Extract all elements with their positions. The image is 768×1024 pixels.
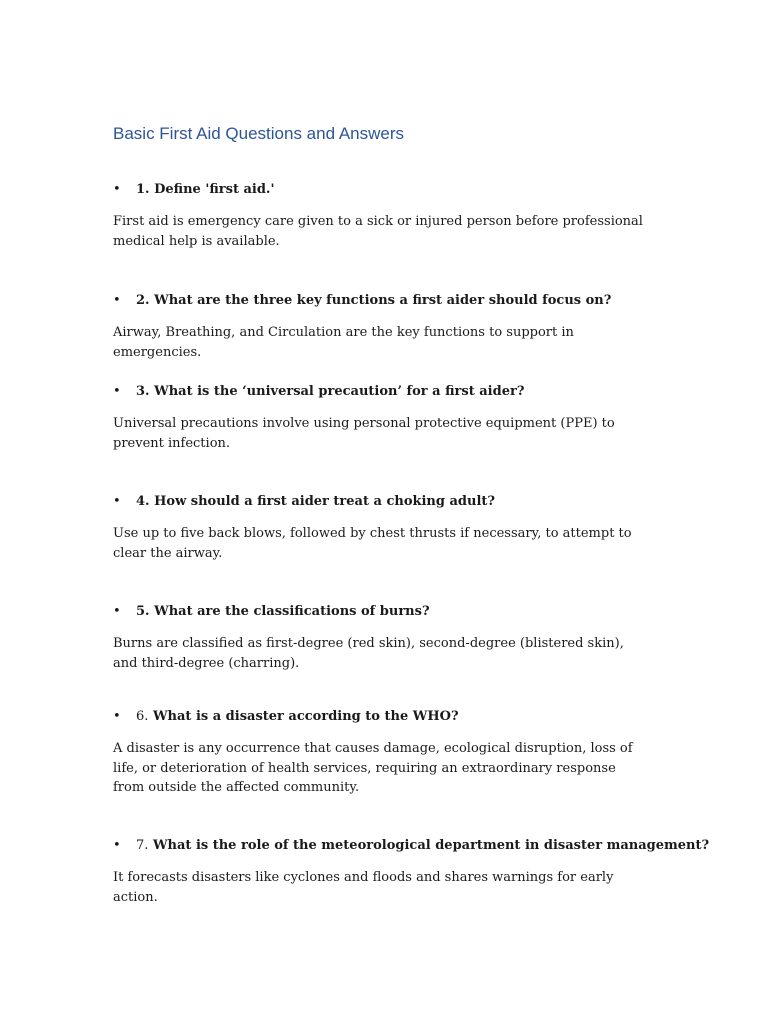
question-text: What are the classifications of burns?	[154, 604, 430, 619]
answer: First aid is emergency care given to a sick or injured person before professional medical help is available.	[113, 214, 643, 249]
question-text: Define 'first aid.'	[154, 182, 275, 197]
answer: Airway, Breathing, and Circulation are the key functions to support in emergencies.	[113, 325, 574, 360]
answer: A disaster is any occurrence that causes damage, ecological disruption, loss of life, or deterioration of health services, requiring an extraordinary response from outside the affected community.	[113, 741, 633, 795]
bullet-icon: •	[113, 604, 121, 619]
question-number: 5.	[136, 604, 150, 619]
question-text: What are the three key functions a first aider should focus on?	[154, 293, 612, 308]
question-number: 2.	[136, 293, 150, 308]
answer: Use up to five back blows, followed by chest thrusts if necessary, to attempt to clear the airway.	[113, 526, 632, 561]
question-number: 3.	[136, 384, 150, 399]
question-text: How should a first aider treat a choking adult?	[154, 494, 496, 509]
document-title: Basic First Aid Questions and Answers	[113, 124, 405, 143]
bullet-icon: •	[113, 293, 121, 308]
answer: Burns are classified as first-degree (red skin), second-degree (blistered skin), and third-degree (charring).	[113, 636, 624, 671]
bullet-icon: •	[113, 709, 121, 724]
answer: It forecasts disasters like cyclones and floods and shares warnings for early action.	[113, 870, 614, 905]
answer: Universal precautions involve using personal protective equipment (PPE) to prevent infection.	[113, 416, 615, 451]
question-text: What is the ‘universal precaution’ for a first aider?	[154, 384, 525, 399]
bullet-icon: •	[113, 182, 121, 197]
bullet-icon: •	[113, 494, 121, 509]
question-number: 1.	[136, 182, 150, 197]
question-text: What is a disaster according to the WHO?	[152, 709, 459, 724]
bullet-icon: •	[113, 384, 121, 399]
question-number: 7.	[136, 838, 149, 853]
question-text: What is the role of the meteorological department in disaster management?	[152, 838, 710, 853]
question-number: 4.	[136, 494, 150, 509]
bullet-icon: •	[113, 838, 121, 853]
question-number: 6.	[136, 709, 149, 724]
